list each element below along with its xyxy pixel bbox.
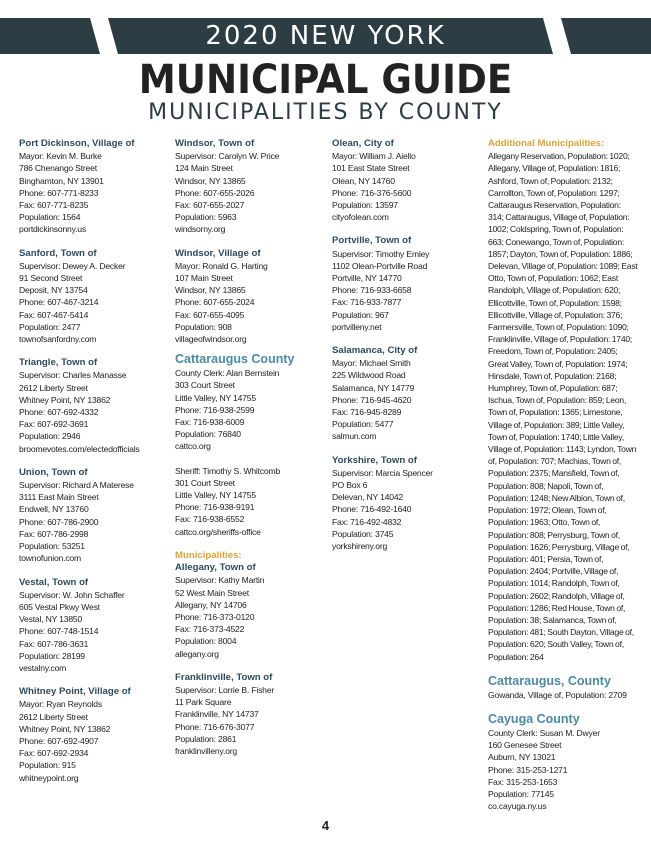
- entry-line: Little Valley, NY 14755: [175, 392, 256, 403]
- entry-line: Supervisor: Lorrie B. Fisher: [175, 684, 274, 695]
- entry-allegany: [175, 562, 323, 660]
- entry-line: Mayor: Michael Smith: [332, 358, 411, 369]
- entry-franklinville: [175, 672, 323, 757]
- entry-line: 3111 East Main Street: [19, 492, 99, 503]
- entry-line: Phone: 716-938-9191: [175, 502, 255, 513]
- entry-name: Allegany, Town of: [175, 562, 256, 574]
- entry-line: Auburn, NY 13021: [488, 752, 556, 763]
- entry-name: Triangle, Town of: [19, 357, 98, 369]
- page-title: MUNICIPAL GUIDE: [138, 57, 513, 103]
- entry-line: 2612 Liberty Street: [19, 382, 88, 393]
- entry-name: Union, Town of: [19, 466, 88, 478]
- entry-line: Phone: 607-786-2900: [19, 516, 99, 527]
- entry-line: Fax: 716-373-4522: [175, 624, 245, 635]
- cayuga-clerk-block: [488, 727, 638, 812]
- entry-website[interactable]: villageofwindsor.org: [175, 334, 247, 345]
- entry-line: Fax: 315-253-1653: [488, 776, 558, 787]
- entry-line: Fax: 607-786-3631: [19, 638, 89, 649]
- entry-line: Population: 3745: [332, 528, 394, 539]
- entry-line: Salamanca, NY 14779: [332, 382, 415, 393]
- entry-line: Fax: 607-655-4095: [175, 309, 245, 320]
- entry-line: 101 East State Street: [332, 163, 410, 174]
- entry-line: Mayor: Kevin M. Burke: [19, 151, 102, 162]
- page-subtitle: MUNICIPALITIES BY COUNTY: [148, 100, 503, 125]
- entry-line: Population: 77145: [488, 788, 554, 799]
- entry-windsor-town: [175, 138, 323, 236]
- entry-line: Phone: 607-692-4907: [19, 735, 99, 746]
- banner-text: 2020 NEW YORK: [205, 21, 446, 51]
- entry-line: Phone: 716-938-2599: [175, 404, 255, 415]
- entry-line: Endwell, NY 13760: [19, 504, 89, 515]
- entry-name: Port Dickinson, Village of: [19, 138, 135, 149]
- entry-line: Phone: 716-376-5600: [332, 187, 412, 198]
- entry-line: Phone: 716-373-0120: [175, 611, 255, 622]
- entry-name: Salamanca, City of: [332, 345, 418, 357]
- entry-line: Population: 2861: [175, 733, 237, 744]
- county-sheriff-block: [175, 465, 323, 538]
- entry-name: Franklinville, Town of: [175, 671, 273, 683]
- entry-line: Supervisor: Timothy Emley: [332, 248, 430, 259]
- column-3: [332, 138, 480, 564]
- entry-line: 52 West Main Street: [175, 587, 249, 598]
- entry-line: Whitney Point, NY 13862: [19, 394, 111, 405]
- entry-line: PO Box 6: [332, 480, 368, 491]
- entry-line: Allegany, NY 14706: [175, 599, 247, 610]
- entry-line: Fax: 716-945-8289: [332, 407, 402, 418]
- entry-salamanca: [332, 345, 480, 443]
- entry-line: Phone: 607-655-2024: [175, 297, 255, 308]
- entry-name: Yorkshire, Town of: [332, 454, 417, 466]
- entry-line: 124 Main Street: [175, 163, 233, 174]
- entry-website[interactable]: townofsanfordny.com: [19, 334, 97, 345]
- entry-line: Mayor: Ronald G. Harting: [175, 260, 268, 271]
- entry-line: 91 Second Street: [19, 273, 83, 284]
- entry-line: Windsor, NY 13865: [175, 285, 246, 296]
- entry-website[interactable]: cityofolean.com: [332, 212, 389, 223]
- entry-line: Supervisor: W. John Schaffer: [19, 589, 125, 600]
- column-1: [19, 138, 167, 796]
- additional-municipalities-heading: Additional Municipalities:: [488, 138, 605, 149]
- entry-line: Population: 53251: [19, 541, 85, 552]
- entry-yorkshire: [332, 455, 480, 553]
- entry-line: Phone: 607-748-1514: [19, 626, 99, 637]
- entry-line: Fax: 716-933-7877: [332, 297, 402, 308]
- entry-windsor-village: [175, 248, 323, 346]
- entry-line: Delevan, NY 14042: [332, 492, 403, 503]
- entry-line: Fax: 607-771-8235: [19, 200, 89, 211]
- entry-line: 1102 Olean-Portville Road: [332, 260, 428, 271]
- county-heading-cattaraugus-alt: Cattaraugus, County: [488, 673, 611, 688]
- entry-line: 160 Genesee Street: [488, 740, 562, 751]
- entry-line: Population: 5477: [332, 419, 394, 430]
- entry-line: Fax: 716-938-6552: [175, 514, 245, 525]
- entry-line: Binghamton, NY 13901: [19, 175, 104, 186]
- entry-website[interactable]: franklinvilleny.org: [175, 745, 237, 756]
- entry-line: Mayor: William J. Aiello: [332, 151, 416, 162]
- entry-line: Phone: 607-771-8233: [19, 187, 99, 198]
- entry-website[interactable]: portdickinsonny.us: [19, 224, 86, 235]
- entry-website[interactable]: broomevotes.com/electedofficials: [19, 443, 140, 454]
- entry-line: Population: 915: [19, 760, 76, 771]
- entry-union: [19, 467, 167, 565]
- entry-line: Franklinville, NY 14737: [175, 709, 259, 720]
- entry-line: Phone: 716-676-3077: [175, 721, 255, 732]
- entry-website[interactable]: portvilleny.net: [332, 321, 382, 332]
- entry-line: Population: 76840: [175, 429, 241, 440]
- county-heading-cayuga: Cayuga County: [488, 711, 580, 726]
- entry-line: Fax: 607-467-5414: [19, 309, 89, 320]
- entry-line: Supervisor: Kathy Martin: [175, 575, 265, 586]
- entry-line: Phone: 607-655-2026: [175, 187, 255, 198]
- entry-name: Windsor, Town of: [175, 138, 255, 149]
- entry-line: 107 Main Street: [175, 273, 233, 284]
- entry-website[interactable]: townofunion.com: [19, 553, 81, 564]
- entry-line: Phone: 716-945-4620: [332, 394, 412, 405]
- entry-line: Supervisor: Charles Manasse: [19, 370, 127, 381]
- county-heading-cattaraugus: Cattaraugus County: [175, 352, 295, 367]
- entry-line: Phone: 716-492-1640: [332, 504, 412, 515]
- entry-whitney-point: [19, 686, 167, 784]
- entry-line: County Clerk: Susan M. Dwyer: [488, 727, 600, 738]
- entry-line: Population: 2477: [19, 321, 81, 332]
- entry-sanford: [19, 248, 167, 346]
- entry-line: 605 Vestal Pkwy West: [19, 601, 100, 612]
- entry-line: Supervisor: Dewey A. Decker: [19, 260, 126, 271]
- entry-line: Little Valley, NY 14755: [175, 490, 256, 501]
- entry-name: Whitney Point, Village of: [19, 686, 131, 698]
- entry-line: Supervisor: Carolyn W. Price: [175, 151, 280, 162]
- entry-website[interactable]: allegany.org: [175, 648, 219, 659]
- entry-port-dickinson: [19, 138, 167, 236]
- entry-website[interactable]: salmun.com: [332, 431, 377, 442]
- entry-line: Fax: 607-692-2934: [19, 748, 89, 759]
- entry-line: Supervisor: Marcia Spencer: [332, 467, 433, 478]
- entry-line: Windsor, NY 13865: [175, 175, 246, 186]
- municipalities-heading: Municipalities:: [175, 549, 242, 561]
- entry-line: Phone: 315-253-1271: [488, 764, 568, 775]
- entry-line: Population: 908: [175, 321, 232, 332]
- entry-name: Portville, Town of: [332, 235, 412, 247]
- entry-line: 786 Chenango Street: [19, 163, 97, 174]
- entry-line: Population: 2946: [19, 431, 81, 442]
- additional-municipalities-list: Allegany Reservation, Population: 1020; Allegany, Village of, Population: 1816; Ashford, Town of, Population: 2132; Carrollton, Town of, Population: 1297; Cattaraugus Reservation, Population: 314; Cattaraugus, Village of, Population: 1002; Coldspring, Town of, Population: 663; Conewango, Town of, Population: 1857; Dayton, Town of, Population: 1886; Delevan, Village of, Population: 1089; East Otto, Town of, Population: 1062; East Randolph, Village of, Population: 620; Ellicottville, Town of, Population: 1598; Ellicottville, Village of, Population: 376; Farmersville, Town of, Population: 1090; Franklinville, Village of, Population: 1740; Freedom, Town of, Population: 2405; Great Valley, Town of, Population: 1974; Hinsdale, Town of, Population: 2168; Humphrey, Town of, Population: 687; Ischua, Town of, Population: 859; Leon, Town of, Population: 1365; Limestone, Village of, Population: 389; Little Valley, Town of, Population: 1740; Little Valley, Village of, Population: 1143; Lyndon, Town of, Population: 707; Machias, Town of, Population: 2375; Mansfield, Town of, Population: 808; Napoli, Town of, Population: 1248; New Albion, Town of, Population: 1972; Olean, Town of, Population: 1963; Otto, Town of, Population: 808; Perrysburg, Town of, Population: 1626; Perrysburg, Village of, Population: 401; Persia, Town of, Population: 2404; Portville, Village of, Population: 1014; Randolph, Town of, Population: 2602; Randolph, Village of, Population: 1286; Red House, Town of, Population: 38; Salamanca, Town of, Population: 481; South Dayton, Village of, Population: 620; South Valley, Town of, Population: 264: [488, 151, 638, 662]
- entry-line: Sheriff: Timothy S. Whitcomb: [175, 465, 281, 476]
- page-number: 4: [321, 818, 330, 833]
- column-4: [488, 138, 638, 824]
- entry-line: Fax: 607-692-3691: [19, 419, 89, 430]
- entry-line: 303 Court Street: [175, 380, 235, 391]
- entry-line: Phone: 716-933-6658: [332, 285, 412, 296]
- entry-line: Population: 1564: [19, 212, 81, 223]
- entry-line: Fax: 716-938-6009: [175, 417, 245, 428]
- entry-line: Population: 5963: [175, 212, 237, 223]
- entry-line: Fax: 607-786-2998: [19, 528, 89, 539]
- entry-line: Gowanda, Village of, Population: 2709: [488, 689, 627, 700]
- entry-website[interactable]: vestalny.com: [19, 662, 67, 673]
- entry-name: Sanford, Town of: [19, 247, 97, 259]
- entry-line: Population: 13597: [332, 200, 398, 211]
- entry-name: Vestal, Town of: [19, 576, 89, 588]
- entry-line: 301 Court Street: [175, 477, 235, 488]
- entry-line: Population: 8004: [175, 636, 237, 647]
- entry-line: 11 Park Square: [175, 697, 232, 708]
- entry-portville: [332, 235, 480, 333]
- entry-vestal: [19, 577, 167, 675]
- entry-website[interactable]: cattco.org: [175, 441, 211, 452]
- column-2: [175, 138, 323, 769]
- entry-line: Vestal, NY 13850: [19, 614, 83, 625]
- entry-name: Olean, City of: [332, 138, 394, 149]
- entry-website[interactable]: yorkshireny.org: [332, 541, 388, 552]
- header-banner: [0, 18, 651, 54]
- entry-line: County Clerk: Alan Bernstein: [175, 368, 280, 379]
- entry-line: Population: 28199: [19, 650, 85, 661]
- entry-website[interactable]: cattco.org/sheriffs-office: [175, 526, 261, 537]
- entry-line: Phone: 607-692-4332: [19, 407, 99, 418]
- entry-line: Olean, NY 14760: [332, 175, 395, 186]
- entry-line: Portville, NY 14770: [332, 273, 402, 284]
- entry-website[interactable]: windsorny.org: [175, 224, 226, 235]
- entry-olean-city: [332, 138, 480, 223]
- entry-line: Whitney Point, NY 13862: [19, 723, 111, 734]
- entry-name: Windsor, Village of: [175, 247, 261, 259]
- entry-line: Supervisor: Richard A Materese: [19, 480, 134, 491]
- county-clerk-block: [175, 367, 323, 452]
- entry-line: Population: 967: [332, 309, 389, 320]
- entry-line: Mayor: Ryan Reynolds: [19, 699, 102, 710]
- entry-website[interactable]: co.cayuga.ny.us: [488, 801, 547, 812]
- entry-line: 2612 Liberty Street: [19, 711, 88, 722]
- entry-line: Fax: 607-655-2027: [175, 200, 245, 211]
- entry-line: Fax: 716-492-4832: [332, 516, 402, 527]
- entry-website[interactable]: whitneypoint.org: [19, 772, 79, 783]
- entry-triangle: [19, 357, 167, 455]
- entry-line: Phone: 607-467-3214: [19, 297, 99, 308]
- entry-line: Deposit, NY 13754: [19, 285, 88, 296]
- entry-line: 225 Wildwood Road: [332, 370, 406, 381]
